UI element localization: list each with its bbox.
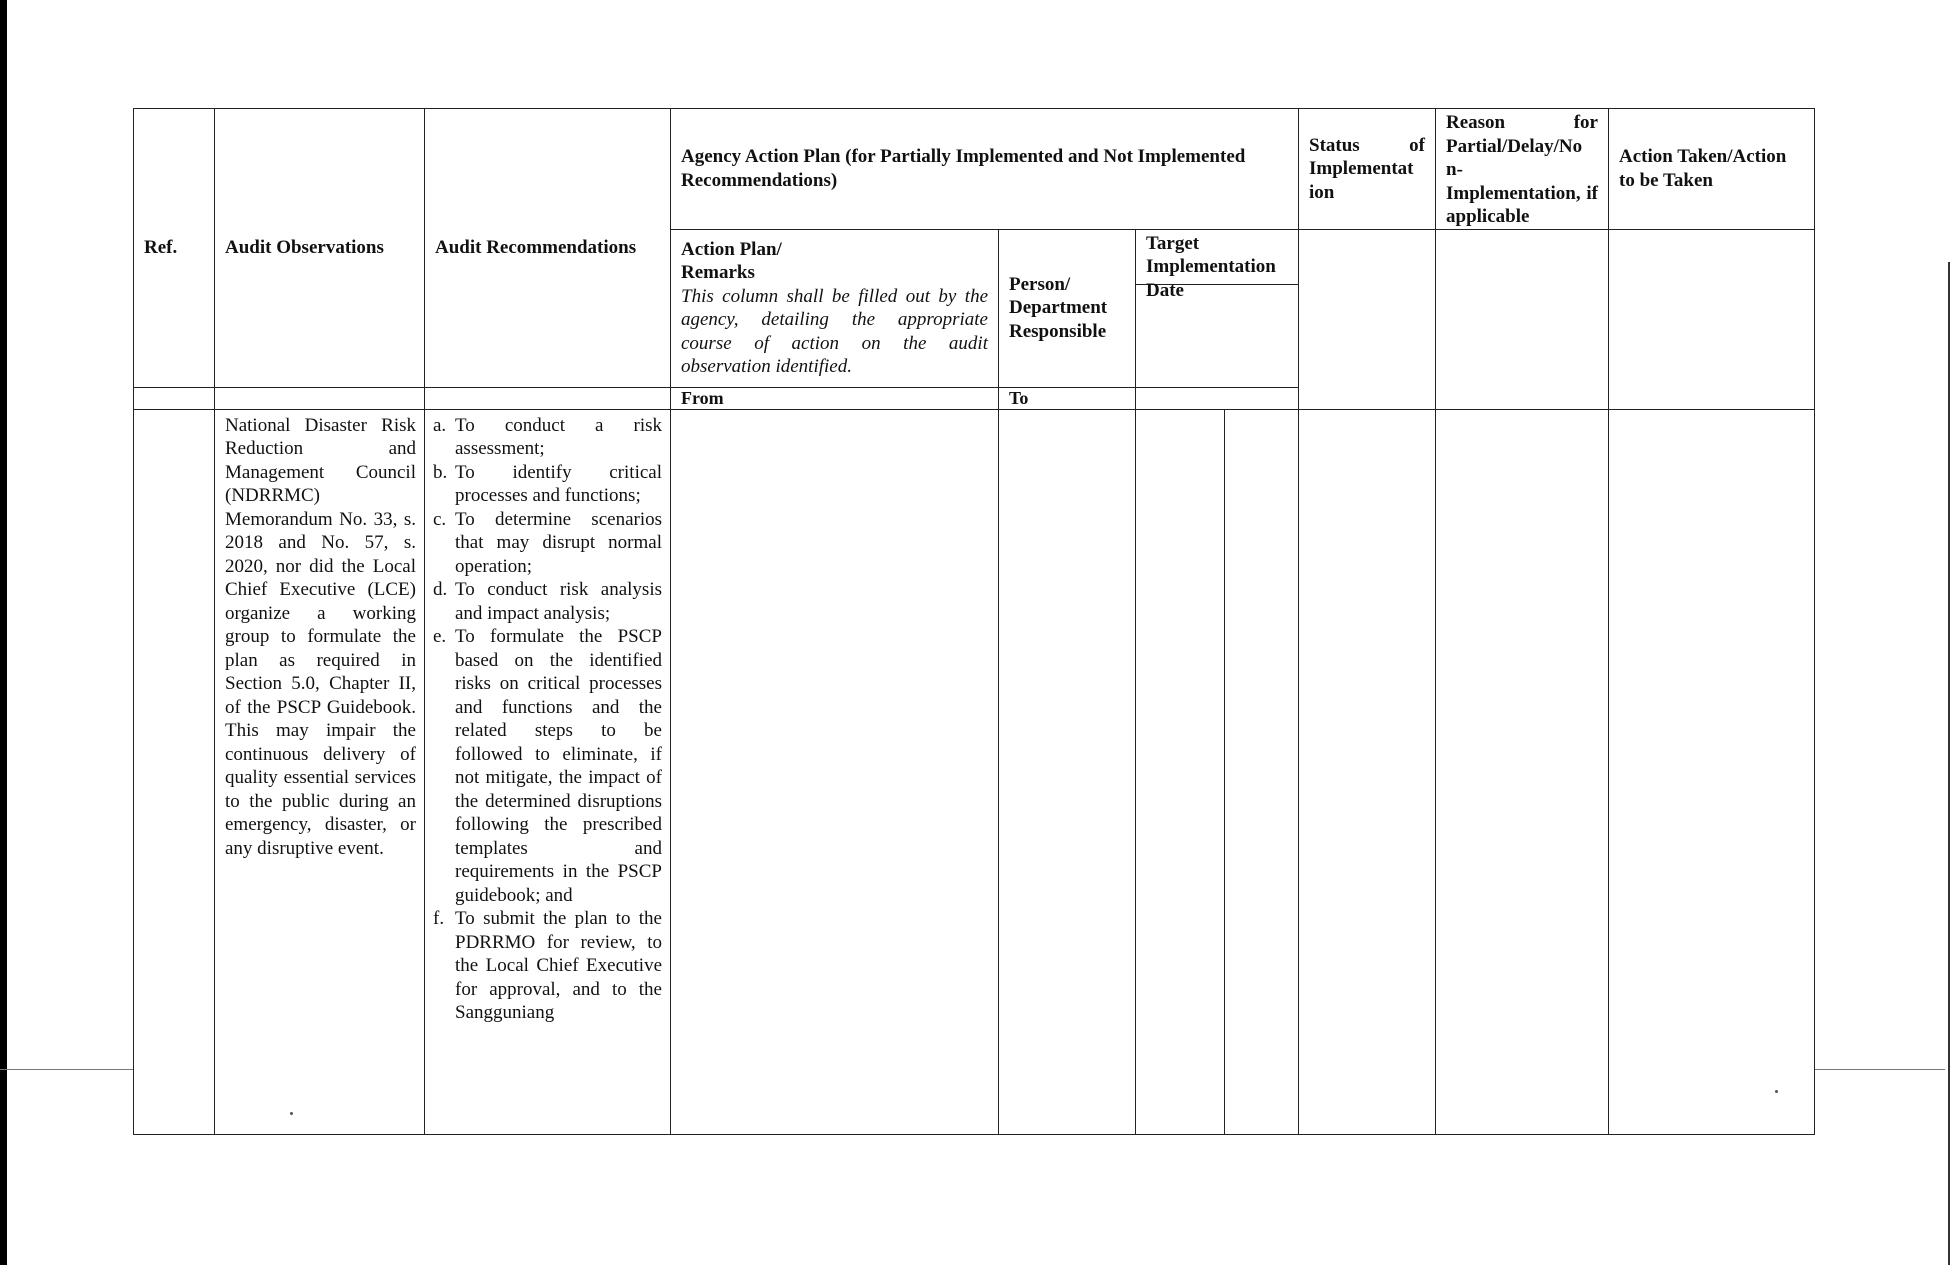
recommendation-item: d. To conduct risk analysis and impact analysis; [433, 579, 662, 624]
recommendations-list [433, 414, 662, 1025]
status-row-cell [1299, 409, 1436, 1134]
status-of-implementation-header: Status of Implementat ion [1299, 109, 1436, 230]
reason-cell [1436, 229, 1609, 409]
ref-subheader-blank [134, 387, 215, 409]
recommendation-subheader-blank [425, 387, 671, 409]
action-plan-remarks-title: Remarks [681, 262, 755, 283]
action-taken-row-cell [1609, 409, 1815, 1134]
scan-edge-bar [0, 0, 7, 1265]
person-responsible-header: Person/ Department Responsible [999, 229, 1136, 387]
recommendations-cell [425, 409, 671, 1134]
ref-header: Ref. [134, 109, 215, 388]
audit-observations-header: Audit Observations [215, 109, 425, 388]
observation-subheader-blank [215, 387, 425, 409]
action-taken-header: Action Taken/Action to be Taken [1609, 109, 1815, 230]
person-responsible-cell [999, 409, 1136, 1134]
recommendation-item: f. To submit the plan to the PDRRMO for review, to the Local Chief Executive for approval, and to the Sangguniang [433, 908, 662, 1023]
recommendation-item: e. To formulate the PSCP based on the identified risks on critical processes and functions and the related steps to be followed to eliminate, if not mitigate, the impact of the determined disruptions following the prescribed templates and requirements in the PSCP guidebook; and [433, 626, 662, 906]
from-date-cell [1136, 409, 1225, 1134]
action-plan-cell [671, 409, 999, 1134]
action-plan-title: Action Plan/ [681, 238, 782, 260]
action-plan-remarks-header [671, 229, 999, 387]
scan-artifact-line [1815, 1069, 1945, 1070]
agency-action-plan-header: Agency Action Plan (for Partially Implemented and Not Implemented Recommendations) [671, 109, 1299, 230]
scan-margin-line [1948, 262, 1950, 1265]
target-implementation-date-header [1136, 229, 1299, 387]
audit-action-plan-table [133, 108, 1815, 1135]
target-date-label: Target Implementation Date [1136, 232, 1298, 285]
audit-recommendations-header: Audit Recommendations [425, 109, 671, 388]
recommendation-item: b. To identify critical processes and functions; [433, 461, 662, 506]
status-cell [1299, 229, 1436, 409]
reason-for-delay-header: Reason for Partial/Delay/No n- Implementation, if applicable [1436, 109, 1609, 230]
action-plan-note: This column shall be filled out by the agency, detailing the appropriate course of action on the audit observation identified. [681, 285, 988, 377]
from-header: From [671, 387, 999, 409]
to-date-cell [1225, 409, 1299, 1134]
recommendation-item: c. To determine scenarios that may disrupt normal operation; [433, 508, 662, 577]
recommendation-item: a. To conduct a risk assessment; [433, 414, 662, 459]
scan-artifact-line [0, 1069, 133, 1070]
ref-cell [134, 409, 215, 1134]
reason-row-cell [1436, 409, 1609, 1134]
observation-cell: National Disaster Risk Reduction and Management Council (NDRRMC) Memorandum No. 33, s. 2018 and No. 57, s. 2020, nor did the Local Chief Executive (LCE) organize a working group to formulate the plan as required in Section 5.0, Chapter II, of the PSCP Guidebook. This may impair the continuous delivery of quality essential services to the public during an emergency, disaster, or any disruptive event. [215, 409, 425, 1134]
to-header: To [999, 387, 1136, 409]
action-taken-cell [1609, 229, 1815, 409]
table-row [134, 409, 1815, 1134]
